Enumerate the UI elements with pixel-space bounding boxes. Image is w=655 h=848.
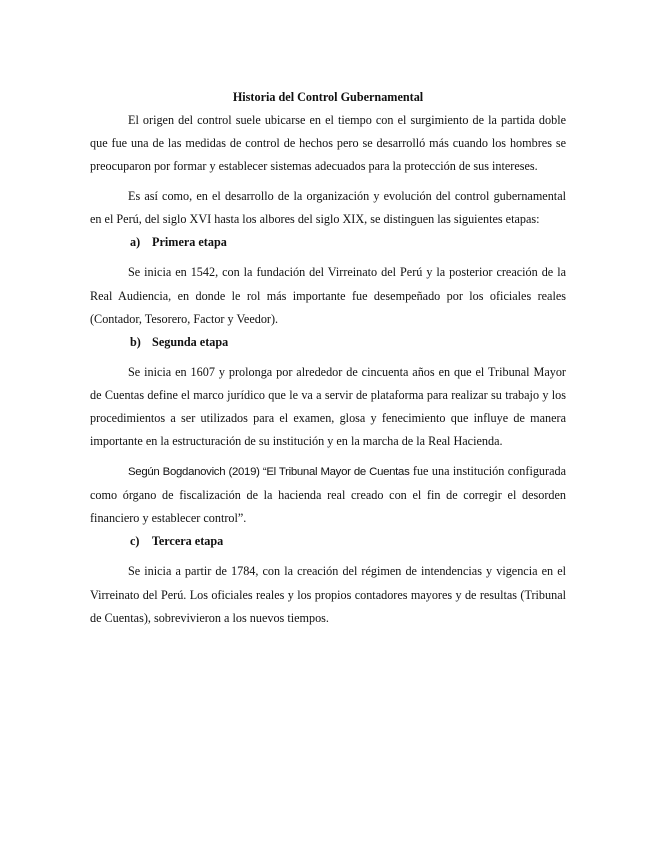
section-heading-label: Primera etapa (152, 235, 227, 250)
intro-paragraph-2: Es así como, en el desarrollo de la organización y evolución del control gubernamental en el Perú, del siglo XVI hasta los albores del siglo XIX, se distinguen las siguientes etapas: (90, 189, 566, 227)
document-title: Historia del Control Gubernamental (232, 90, 424, 104)
section-heading-label: Segunda etapa (152, 334, 229, 349)
section-marker: a) (130, 235, 141, 250)
section-heading-segunda (90, 331, 566, 354)
intro-paragraph-1: El origen del control suele ubicarse en el tiempo con el surgimiento de la partida doble que fue una de las medidas de control de hechos pero se desarrolló más cuando los hombres se preocuparon por formar y establecer sistemas adecuados para la protección de sus intereses. (90, 113, 566, 174)
primera-etapa-paragraph: Se inicia en 1542, con la fundación del Virreinato del Perú y la posterior creación de la Real Audiencia, en donde le rol más importante fue desempeñado por los oficiales reales (Contador, Tesorero, Factor y Veedor). (90, 265, 566, 326)
section-marker: b) (130, 334, 141, 349)
segunda-etapa-paragraph: Se inicia en 1607 y prolonga por alrededor de cincuenta años en que el Tribunal Mayor de Cuentas define el marco jurídico que le va a servir de plataforma para realizar su trabajo y los procedimientos a ser utilizados para el examen, glosa y fenecimiento que influye de manera importante en la estructuración de su institución y en la marcha de la Real Hacienda. (90, 364, 566, 449)
section-heading-primera (90, 231, 566, 254)
section-heading-tercera (90, 530, 566, 553)
citation-continuation: fue una institución configurada como órgano de fiscalización de la hacienda real creado con el fin de corregir el desorden financiero y establecer control”. (90, 464, 566, 526)
section-marker: c) (130, 534, 140, 549)
tercera-etapa-paragraph: Se inicia a partir de 1784, con la creación del régimen de intendencias y vigencia en el Virreinato del Perú. Los oficiales reales y los propios contadores mayores y de resultas (Tribunal de Cuentas), sobrevivieron a los nuevos tiempos. (90, 564, 566, 625)
section-heading-label: Tercera etapa (151, 534, 224, 549)
document-body (90, 86, 566, 630)
citation-paragraph (90, 460, 566, 530)
citation-text: Según Bogdanovich (2019) “El Tribunal Mayor de Cuentas (128, 466, 410, 479)
